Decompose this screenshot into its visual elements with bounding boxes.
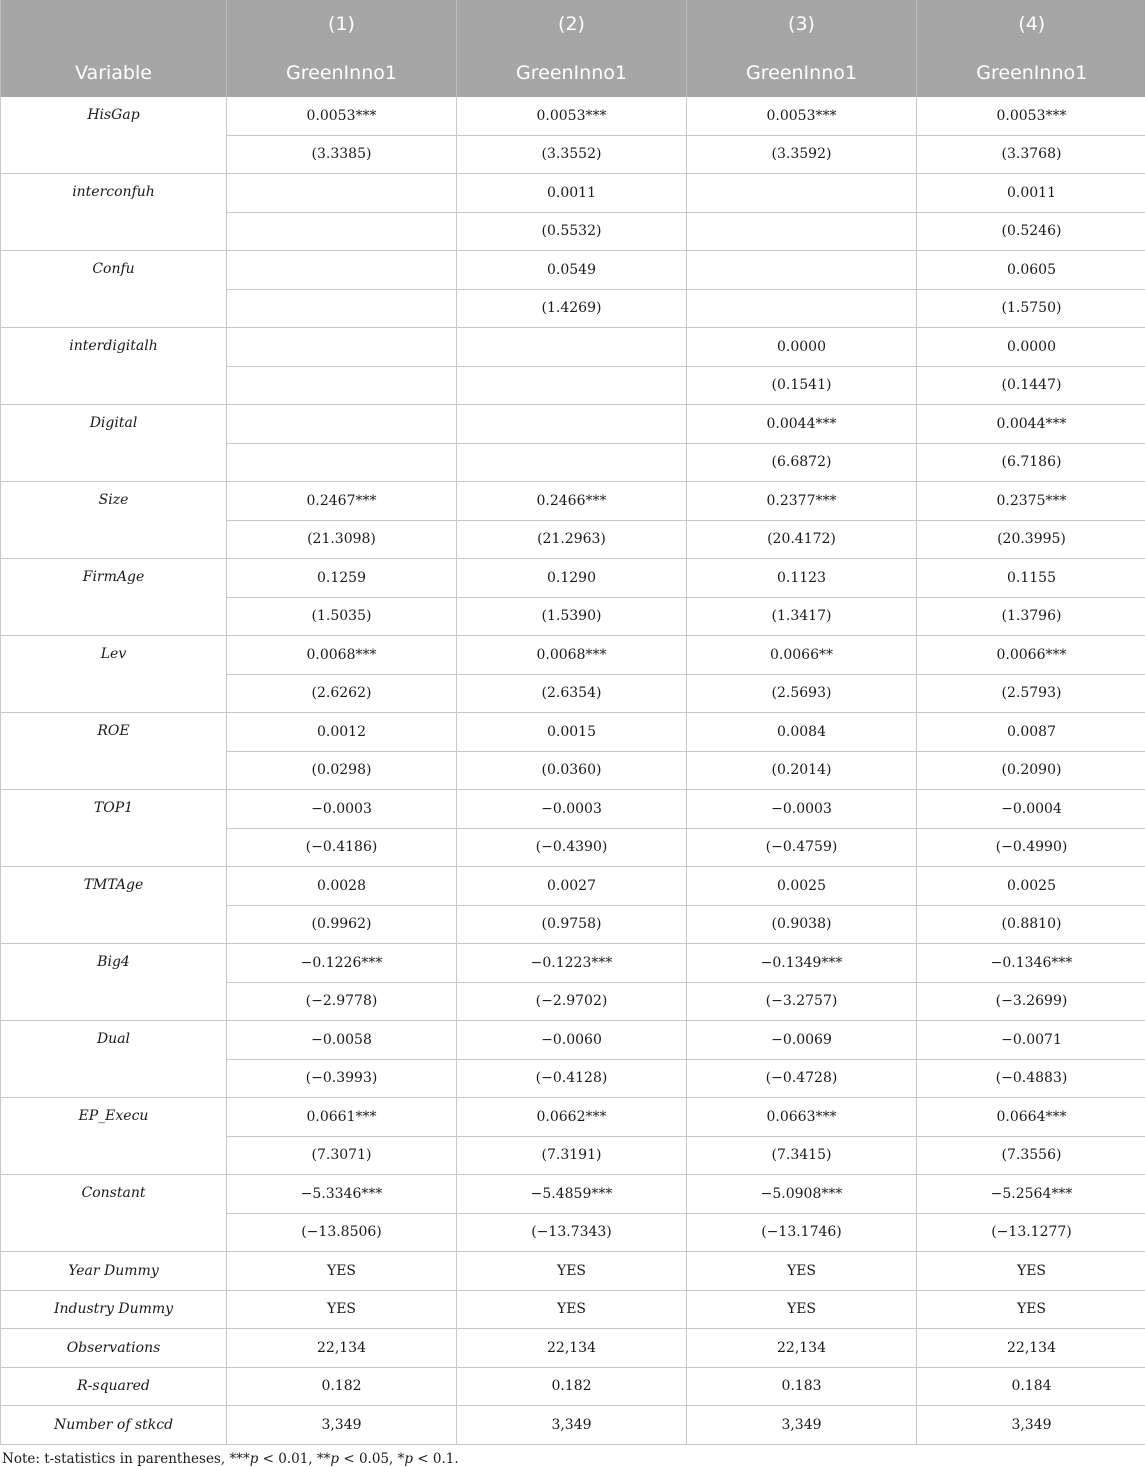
variable-name: Lev	[1, 636, 227, 713]
note-mid: < 0.05, *	[339, 1450, 405, 1467]
summary-value: 0.183	[687, 1367, 917, 1406]
t-statistic-cell: (7.3071)	[227, 1136, 457, 1175]
coefficient-cell: −0.0003	[687, 790, 917, 829]
variable-name: Confu	[1, 251, 227, 328]
coefficient-cell: 0.0068***	[457, 636, 687, 675]
coefficient-cell: 0.0068***	[227, 636, 457, 675]
t-statistic-cell	[457, 366, 687, 405]
t-statistic-cell: (2.6354)	[457, 674, 687, 713]
dependent-variable: GreenInno1	[917, 48, 1145, 97]
coefficient-cell: 0.2467***	[227, 482, 457, 521]
coefficient-cell: 0.0011	[917, 174, 1145, 213]
t-statistic-cell: (0.1447)	[917, 366, 1145, 405]
t-statistic-cell: (0.9038)	[687, 905, 917, 944]
variable-header: Variable	[1, 48, 227, 97]
t-statistic-cell: (0.5532)	[457, 212, 687, 251]
summary-value: 0.182	[227, 1367, 457, 1406]
coefficient-cell: −0.0069	[687, 1021, 917, 1060]
t-statistic-cell: (7.3415)	[687, 1136, 917, 1175]
t-statistic-cell: (3.3385)	[227, 135, 457, 174]
summary-value: 3,349	[917, 1406, 1145, 1445]
coefficient-cell: −0.1346***	[917, 944, 1145, 983]
variable-name: ROE	[1, 713, 227, 790]
coefficient-cell: 0.0661***	[227, 1098, 457, 1137]
t-statistic-cell: (−0.4728)	[687, 1059, 917, 1098]
coefficient-cell: −0.0058	[227, 1021, 457, 1060]
coefficient-cell: 0.0011	[457, 174, 687, 213]
coefficient-cell: 0.2377***	[687, 482, 917, 521]
summary-value: YES	[457, 1290, 687, 1329]
t-statistic-cell: (0.5246)	[917, 212, 1145, 251]
t-statistic-cell: (1.4269)	[457, 289, 687, 328]
t-statistic-cell	[227, 443, 457, 482]
dependent-variable: GreenInno1	[687, 48, 917, 97]
t-statistic-cell: (1.3796)	[917, 597, 1145, 636]
coefficient-cell: 0.0605	[917, 251, 1145, 290]
summary-value: 22,134	[917, 1329, 1145, 1368]
coefficient-cell: −5.2564***	[917, 1175, 1145, 1214]
t-statistic-cell: (2.6262)	[227, 674, 457, 713]
table-row-coefficient	[1, 328, 1145, 367]
coefficient-cell: −5.0908***	[687, 1175, 917, 1214]
t-statistic-cell	[227, 289, 457, 328]
column-number: (2)	[457, 0, 687, 48]
table-body	[1, 97, 1145, 1444]
note-p: p	[330, 1450, 340, 1467]
coefficient-cell: 0.0663***	[687, 1098, 917, 1137]
dependent-variable: GreenInno1	[227, 48, 457, 97]
coefficient-cell: 0.0066***	[917, 636, 1145, 675]
note-p: p	[249, 1450, 259, 1467]
table-row-summary	[1, 1406, 1145, 1445]
variable-name: Constant	[1, 1175, 227, 1252]
table-row-coefficient	[1, 174, 1145, 213]
t-statistic-cell: (6.7186)	[917, 443, 1145, 482]
table-row-coefficient	[1, 1021, 1145, 1060]
t-statistic-cell	[227, 366, 457, 405]
coefficient-cell: 0.0549	[457, 251, 687, 290]
coefficient-cell: −0.0060	[457, 1021, 687, 1060]
summary-value: YES	[917, 1252, 1145, 1291]
coefficient-cell: 0.0053***	[457, 97, 687, 135]
table-row-summary	[1, 1290, 1145, 1329]
coefficient-cell: 0.0012	[227, 713, 457, 752]
t-statistic-cell: (−13.1746)	[687, 1213, 917, 1252]
variable-name: Dual	[1, 1021, 227, 1098]
summary-value: YES	[227, 1290, 457, 1329]
table-row-coefficient	[1, 790, 1145, 829]
t-statistic-cell: (2.5793)	[917, 674, 1145, 713]
t-statistic-cell: (20.4172)	[687, 520, 917, 559]
variable-name: TMTAge	[1, 867, 227, 944]
table-row-coefficient	[1, 559, 1145, 598]
t-statistic-cell: (−0.4990)	[917, 828, 1145, 867]
t-statistic-cell	[227, 212, 457, 251]
summary-value: YES	[227, 1252, 457, 1291]
note-p: p	[404, 1450, 414, 1467]
t-statistic-cell: (21.2963)	[457, 520, 687, 559]
coefficient-cell: 0.1123	[687, 559, 917, 598]
table-row-coefficient	[1, 482, 1145, 521]
t-statistic-cell: (−13.8506)	[227, 1213, 457, 1252]
summary-label: Number of stkcd	[1, 1406, 227, 1445]
t-statistic-cell: (−0.4128)	[457, 1059, 687, 1098]
table-row-coefficient	[1, 944, 1145, 983]
summary-value: YES	[687, 1290, 917, 1329]
variable-name: Big4	[1, 944, 227, 1021]
coefficient-cell: −0.1223***	[457, 944, 687, 983]
t-statistic-cell: (−2.9702)	[457, 982, 687, 1021]
coefficient-cell: 0.0000	[917, 328, 1145, 367]
coefficient-cell: 0.0027	[457, 867, 687, 906]
table-row-coefficient	[1, 251, 1145, 290]
summary-value: 0.184	[917, 1367, 1145, 1406]
t-statistic-cell: (7.3556)	[917, 1136, 1145, 1175]
coefficient-cell: 0.2466***	[457, 482, 687, 521]
table-note	[0, 1445, 1145, 1467]
summary-label: Observations	[1, 1329, 227, 1368]
coefficient-cell: 0.0044***	[917, 405, 1145, 444]
coefficient-cell: 0.0025	[917, 867, 1145, 906]
coefficient-cell: 0.1290	[457, 559, 687, 598]
t-statistic-cell: (2.5693)	[687, 674, 917, 713]
variable-name: HisGap	[1, 97, 227, 174]
coefficient-cell: −0.0004	[917, 790, 1145, 829]
t-statistic-cell: (0.0298)	[227, 751, 457, 790]
coefficient-cell: −0.0071	[917, 1021, 1145, 1060]
coefficient-cell	[227, 251, 457, 290]
summary-value: 22,134	[687, 1329, 917, 1368]
coefficient-cell	[687, 251, 917, 290]
table-row-coefficient	[1, 867, 1145, 906]
t-statistic-cell: (−2.9778)	[227, 982, 457, 1021]
coefficient-cell	[687, 174, 917, 213]
summary-label: Year Dummy	[1, 1252, 227, 1291]
column-number: (1)	[227, 0, 457, 48]
summary-value: YES	[457, 1252, 687, 1291]
t-statistic-cell: (1.5750)	[917, 289, 1145, 328]
t-statistic-cell: (0.9962)	[227, 905, 457, 944]
coefficient-cell: 0.2375***	[917, 482, 1145, 521]
t-statistic-cell: (0.0360)	[457, 751, 687, 790]
header-row-column-numbers	[1, 0, 1145, 48]
t-statistic-cell: (0.2090)	[917, 751, 1145, 790]
table-row-coefficient	[1, 636, 1145, 675]
t-statistic-cell: (−3.2757)	[687, 982, 917, 1021]
variable-name: EP_Execu	[1, 1098, 227, 1175]
t-statistic-cell: (−0.4186)	[227, 828, 457, 867]
coefficient-cell	[457, 328, 687, 367]
note-mid: < 0.01, **	[258, 1450, 331, 1467]
summary-value: 22,134	[457, 1329, 687, 1368]
summary-value: 0.182	[457, 1367, 687, 1406]
table-row-summary	[1, 1329, 1145, 1368]
t-statistic-cell: (−13.1277)	[917, 1213, 1145, 1252]
coefficient-cell: 0.0066**	[687, 636, 917, 675]
table-header	[1, 0, 1145, 97]
t-statistic-cell: (0.2014)	[687, 751, 917, 790]
t-statistic-cell: (1.3417)	[687, 597, 917, 636]
coefficient-cell: 0.0053***	[687, 97, 917, 135]
note-suffix: < 0.1.	[413, 1450, 459, 1467]
coefficient-cell: −0.1349***	[687, 944, 917, 983]
table-row-coefficient	[1, 97, 1145, 135]
coefficient-cell: 0.0000	[687, 328, 917, 367]
t-statistic-cell	[687, 289, 917, 328]
header-blank	[1, 0, 227, 48]
note-prefix: Note: t-statistics in parentheses, ***	[2, 1450, 250, 1467]
t-statistic-cell: (−3.2699)	[917, 982, 1145, 1021]
t-statistic-cell: (21.3098)	[227, 520, 457, 559]
coefficient-cell: 0.0087	[917, 713, 1145, 752]
summary-value: YES	[687, 1252, 917, 1291]
t-statistic-cell: (0.9758)	[457, 905, 687, 944]
coefficient-cell	[227, 328, 457, 367]
t-statistic-cell	[687, 212, 917, 251]
coefficient-cell: −5.3346***	[227, 1175, 457, 1214]
summary-label: R-squared	[1, 1367, 227, 1406]
summary-value: 3,349	[687, 1406, 917, 1445]
column-number: (4)	[917, 0, 1145, 48]
t-statistic-cell: (0.8810)	[917, 905, 1145, 944]
coefficient-cell: 0.0662***	[457, 1098, 687, 1137]
t-statistic-cell: (7.3191)	[457, 1136, 687, 1175]
coefficient-cell: 0.1259	[227, 559, 457, 598]
t-statistic-cell: (6.6872)	[687, 443, 917, 482]
summary-value: 3,349	[457, 1406, 687, 1445]
variable-name: Digital	[1, 405, 227, 482]
summary-value: YES	[917, 1290, 1145, 1329]
t-statistic-cell: (−0.4759)	[687, 828, 917, 867]
table-row-coefficient	[1, 1175, 1145, 1214]
dependent-variable: GreenInno1	[457, 48, 687, 97]
coefficient-cell: 0.0028	[227, 867, 457, 906]
coefficient-cell	[227, 405, 457, 444]
column-number: (3)	[687, 0, 917, 48]
coefficient-cell: 0.0664***	[917, 1098, 1145, 1137]
coefficient-cell	[457, 405, 687, 444]
coefficient-cell: 0.0053***	[917, 97, 1145, 135]
coefficient-cell: −0.0003	[457, 790, 687, 829]
t-statistic-cell: (−13.7343)	[457, 1213, 687, 1252]
coefficient-cell: 0.0025	[687, 867, 917, 906]
table-row-coefficient	[1, 405, 1145, 444]
coefficient-cell: 0.0053***	[227, 97, 457, 135]
t-statistic-cell: (0.1541)	[687, 366, 917, 405]
coefficient-cell: −0.1226***	[227, 944, 457, 983]
coefficient-cell: 0.0084	[687, 713, 917, 752]
t-statistic-cell: (3.3592)	[687, 135, 917, 174]
table-row-summary	[1, 1367, 1145, 1406]
summary-label: Industry Dummy	[1, 1290, 227, 1329]
coefficient-cell: 0.1155	[917, 559, 1145, 598]
table-row-coefficient	[1, 713, 1145, 752]
variable-name: FirmAge	[1, 559, 227, 636]
coefficient-cell: −0.0003	[227, 790, 457, 829]
coefficient-cell	[227, 174, 457, 213]
t-statistic-cell: (3.3552)	[457, 135, 687, 174]
summary-value: 3,349	[227, 1406, 457, 1445]
coefficient-cell: 0.0044***	[687, 405, 917, 444]
variable-name: Size	[1, 482, 227, 559]
t-statistic-cell: (1.5390)	[457, 597, 687, 636]
variable-name: interconfuh	[1, 174, 227, 251]
t-statistic-cell: (−0.4390)	[457, 828, 687, 867]
coefficient-cell: −5.4859***	[457, 1175, 687, 1214]
t-statistic-cell: (−0.4883)	[917, 1059, 1145, 1098]
t-statistic-cell: (20.3995)	[917, 520, 1145, 559]
coefficient-cell: 0.0015	[457, 713, 687, 752]
t-statistic-cell	[457, 443, 687, 482]
t-statistic-cell: (−0.3993)	[227, 1059, 457, 1098]
variable-name: TOP1	[1, 790, 227, 867]
t-statistic-cell: (3.3768)	[917, 135, 1145, 174]
variable-name: interdigitalh	[1, 328, 227, 405]
t-statistic-cell: (1.5035)	[227, 597, 457, 636]
summary-value: 22,134	[227, 1329, 457, 1368]
header-row-dependent-vars	[1, 48, 1145, 97]
table-row-summary	[1, 1252, 1145, 1291]
table-row-coefficient	[1, 1098, 1145, 1137]
